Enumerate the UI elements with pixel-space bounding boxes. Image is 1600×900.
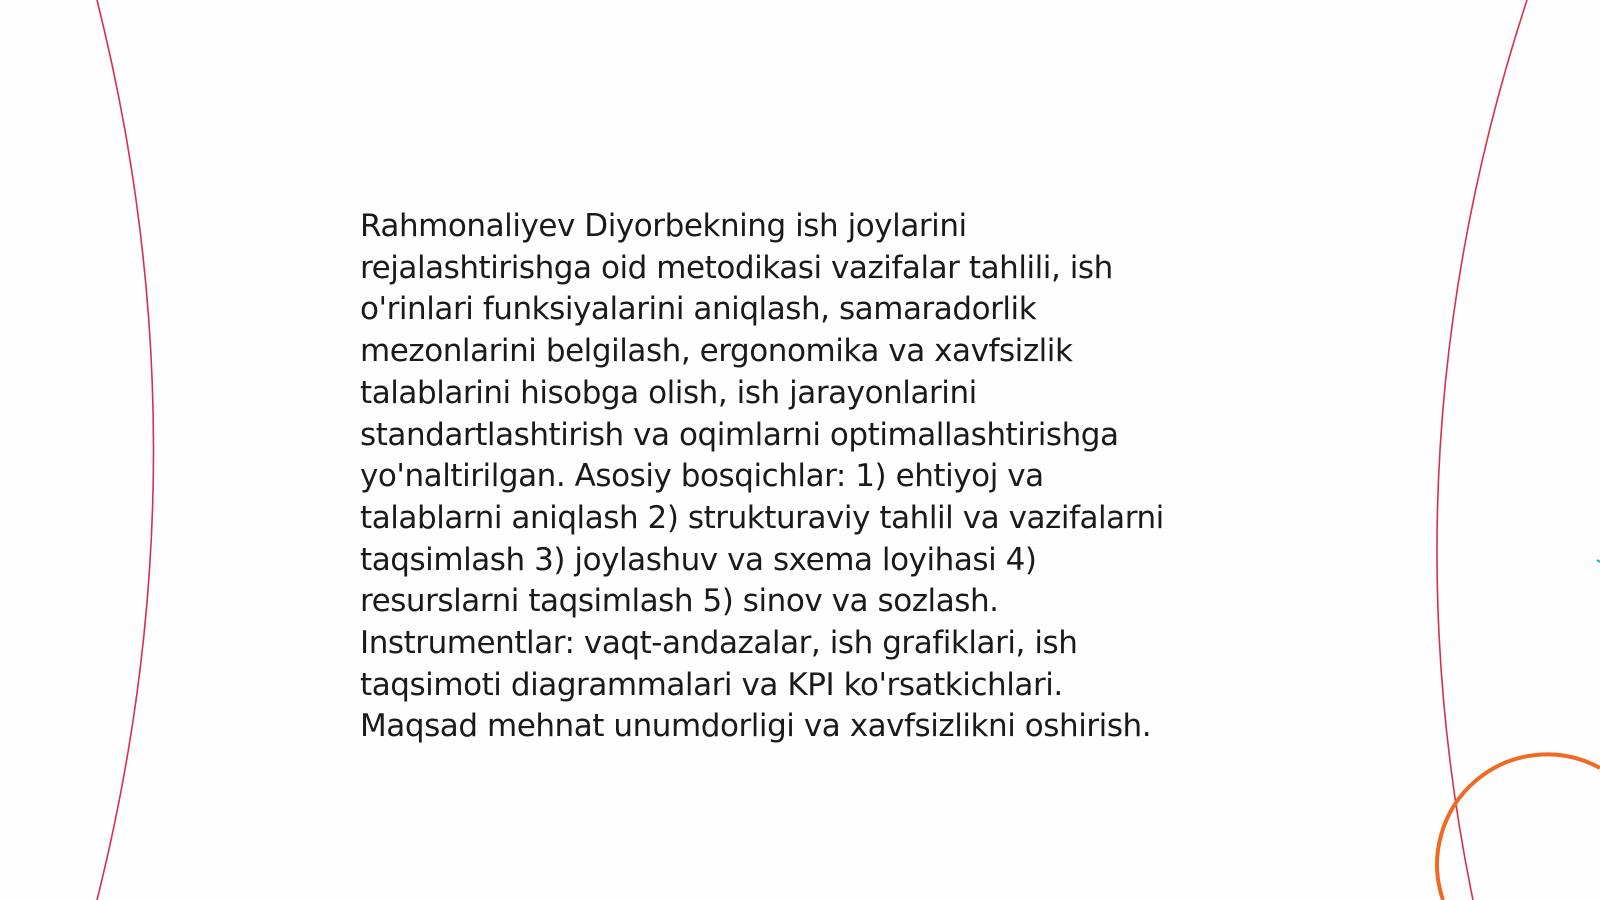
left-curve-line [97, 0, 154, 900]
corner-arc [1437, 754, 1600, 900]
slide-body-text: Rahmonaliyev Diyorbekning ish joylarini rejalashtirishga oid metodikasi vazifalar tahlili, ish o'rinlari funksiyalarini aniqlash, samaradorlik mezonlarini belgilash, ergonomika va xavfsizlik talablarini hisobga olish, ish jarayonlarini standartlashtirish va oqimlarni optimallashtirishga yo'naltirilgan. Asosiy bosqichlar: 1) ehtiyoj va talablarni aniqlash 2) strukturaviy tahlil va vazifalarni taqsimlash 3) joylashuv va sxema loyihasi 4) resurslarni taqsimlash 5) sinov va sozlash. Instrumentlar: vaqt-andazalar, ish grafiklari, ish taqsimoti diagrammalari va KPI ko'rsatkichlari. Maqsad mehnat unumdorligi va xavfsizlikni oshirish. [360, 208, 1164, 745]
right-curve-line [1437, 0, 1527, 900]
